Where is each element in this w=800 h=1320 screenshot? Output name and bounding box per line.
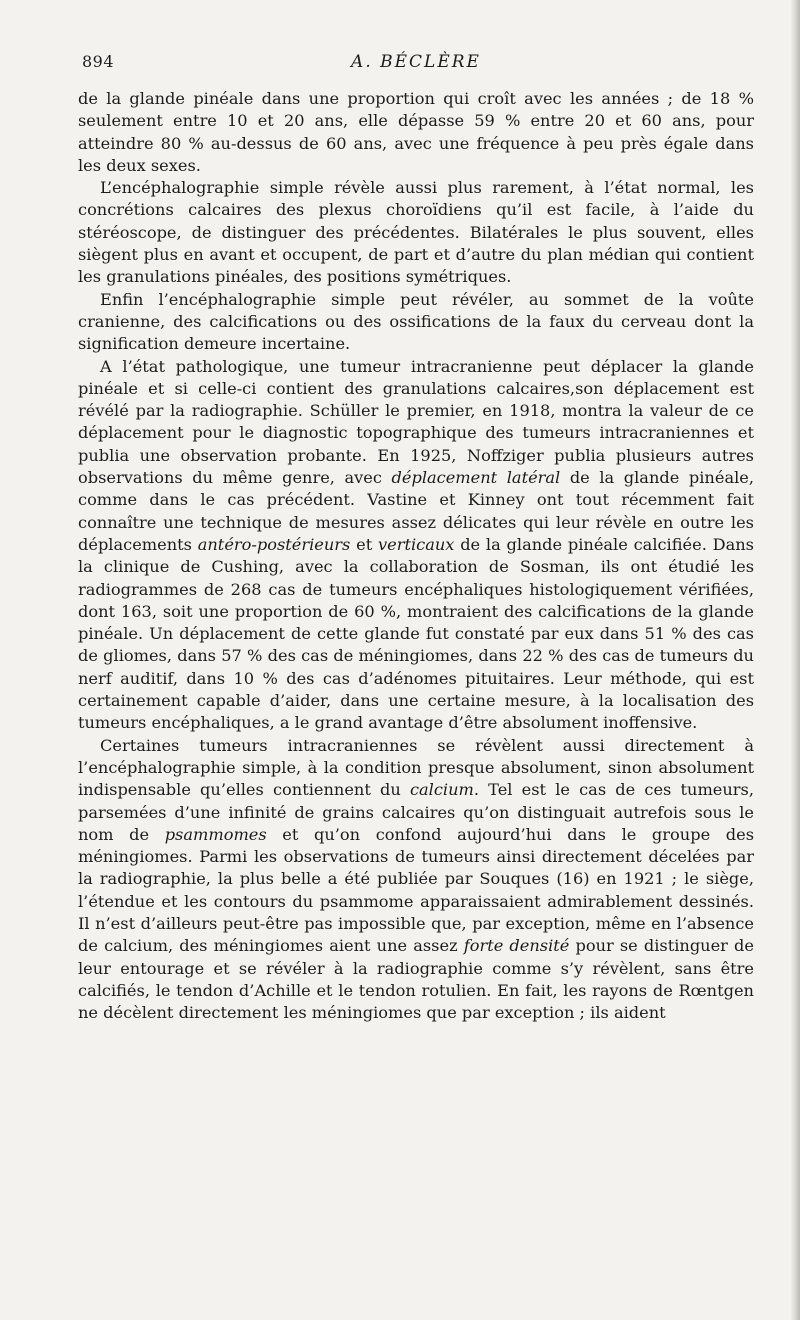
italic-text: antéro-postérieurs xyxy=(197,534,351,554)
italic-text: calcium xyxy=(409,780,474,800)
text-run: Certaines tumeurs intracraniennes se révèlent aussi directement à l’encéphalographie simple, à la condition presque absolument, sinon absolument indispensable qu’elles contiennent du xyxy=(78,735,754,800)
text-run: de la glande pinéale dans une proportion qui croît avec les années ; de 18 % seulement entre 10 et 20 ans, elle dépasse 59 % entre 20 et 60 ans, pour atteindre 80 % au-dessus de 60 ans, avec une fréquence à peu près égale dans les deux sexes. xyxy=(78,89,754,175)
text-run: de la glande pinéale, comme dans le cas précédent. Vastine et Kinney ont tout récemment fait connaître une technique de mesures assez délicates qui leur révèle en outre les déplacements xyxy=(78,468,754,554)
paragraph xyxy=(78,177,754,288)
italic-text: verticaux xyxy=(377,534,455,554)
italic-text: psammomes xyxy=(164,824,267,844)
running-head: A. BÉCLÈRE xyxy=(351,52,481,72)
italic-text: forte densité xyxy=(463,936,570,956)
text-run: de la glande pinéale calcifiée. Dans la clinique de Cushing, avec la collaboration de Sosman, ils ont étudié les radiogrammes de 268 cas de tumeurs encéphaliques histologiquement vérifiées, dont 163, soit une proportion de 60 %, montraient des calcifications de la glande pinéale. Un déplacement de cette glande fut constaté par eux dans 51 % des cas de gliomes, dans 57 % des cas de méningiomes, dans 22 % des cas de tumeurs du nerf auditif, dans 10 % des cas d’adénomes pituitaires. Leur méthode, qui est certainement capable d’aider, dans une certaine mesure, à la localisation des tumeurs encéphaliques, a le grand avantage d’être absolument inoffensive. xyxy=(78,534,754,733)
text-run: . Tel est le cas de ces tumeurs, parsemées d’une infinité de grains calcaires qu’on distinguait autrefois sous le nom de xyxy=(78,780,754,844)
text-run: et qu’on confond aujourd’hui dans le groupe des méningiomes. Parmi les observations de tumeurs ainsi directement décelées par la radiographie, la plus belle a été publiée par Souques (16) en 1921 ; le siège, l’étendue et les contours du psammome apparaissaient admirablement dessinés. Il n’est d’ailleurs peut-être pas impossible que, par exception, même en l’absence de calcium, des méningiomes aient une assez xyxy=(78,824,754,956)
italic-text: déplacement latéral xyxy=(391,468,561,488)
text-run: L’encéphalographie simple révèle aussi plus rarement, à l’état normal, les concrétions calcaires des plexus choroïdiens qu’il est facile, à l’aide du stéréoscope, de distinguer des précédentes. Bilatérales le plus souvent, elles siègent plus en avant et occupent, de part et d’autre du plan médian qui contient les granulations pinéales, des positions symétriques. xyxy=(78,178,754,287)
page-edge xyxy=(790,0,800,1320)
paragraph xyxy=(78,356,754,735)
text-run: pour se distinguer de leur entourage et se révéler à la radiographie comme s’y révèlent, sans être calcifiés, le tendon d’Achille et le tendon rotulien. En fait, les rayons de Rœntgen ne décèlent directement les méningiomes que par exception ; ils aident xyxy=(78,936,754,1023)
page-header xyxy=(78,52,754,80)
paragraph xyxy=(78,735,754,1025)
text-run: Enfin l’encéphalographie simple peut révéler, au sommet de la voûte cranienne, des calcifications ou des ossifications de la faux du cerveau dont la signification demeure incertaine. xyxy=(78,289,754,354)
text-run: et xyxy=(350,534,378,554)
body-text xyxy=(78,88,754,1024)
paragraph xyxy=(78,88,754,177)
text-run: A l’état pathologique, une tumeur intracranienne peut déplacer la glande pinéale et si celle-ci contient des granulations calcaires,son déplacement est révélé par la radiographie. Schüller le premier, en 1918, montra la valeur de ce déplacement pour le diagnostic topographique des tumeurs intracraniennes et publia une observation probante. En 1925, Noffziger publia plusieurs autres observations du même genre, avec xyxy=(78,356,754,488)
page-number: 894 xyxy=(82,52,115,71)
paragraph xyxy=(78,289,754,356)
